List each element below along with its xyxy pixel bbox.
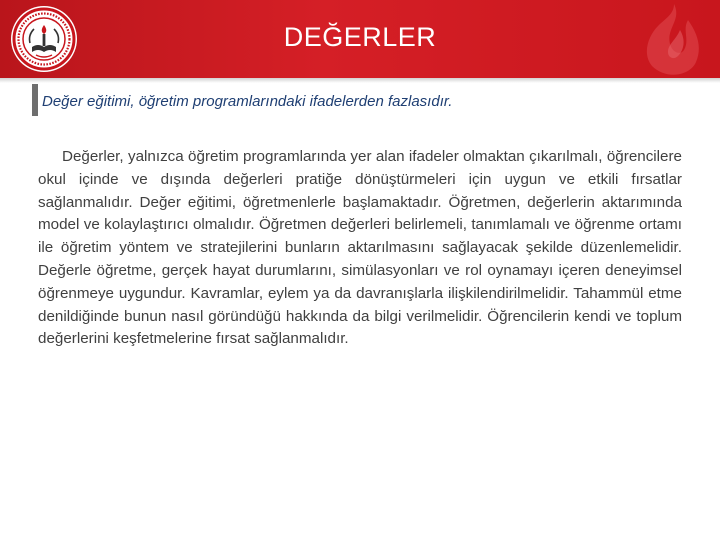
- subtitle-accent-bar: [32, 84, 38, 116]
- header-shadow: [0, 78, 720, 83]
- page-title: DEĞERLER: [283, 22, 437, 52]
- body-paragraph: Değerler, yalnızca öğretim programlarında yer alan ifadeler olmaktan çıkarılmalı, öğrencilere okul içinde ve dışında değerleri pratiğe dönüştürmeleri için uygun ve etkili fırsatlar sağlanmalıdır. Değer eğitimi, öğretmenlerle başlamaktadır. Öğretmen, değerlerin aktarımında model ve kolaylaştırıcı olmalıdır. Öğretmen değerleri belirlemeli, tanımlamalı ve öğrenme ortamı ile öğretim yöntem ve stratejilerini bunların aktarılmasını sağlayacak şekilde düzenlemelidir. Değerle öğretme, gerçek hayat durumlarını, simülasyonları ve rol oynamayı içeren deneyimsel öğrenmeye uygundur. Kavramlar, eylem ya da davranışlarla ilişkilendirilmelidir. Tahammül etme denildiğinde bunun nasıl göründüğü hakkında da bilgi verilmelidir. Öğrencilerin kendi ve toplum değerlerini keşfetmelerine fırsat sağlanmalıdır.: [38, 148, 682, 348]
- subtitle: Değer eğitimi, öğretim programlarındaki ifadelerden fazlasıdır.: [42, 93, 453, 110]
- flame-icon: [622, 0, 720, 78]
- subtitle-block: [32, 84, 692, 116]
